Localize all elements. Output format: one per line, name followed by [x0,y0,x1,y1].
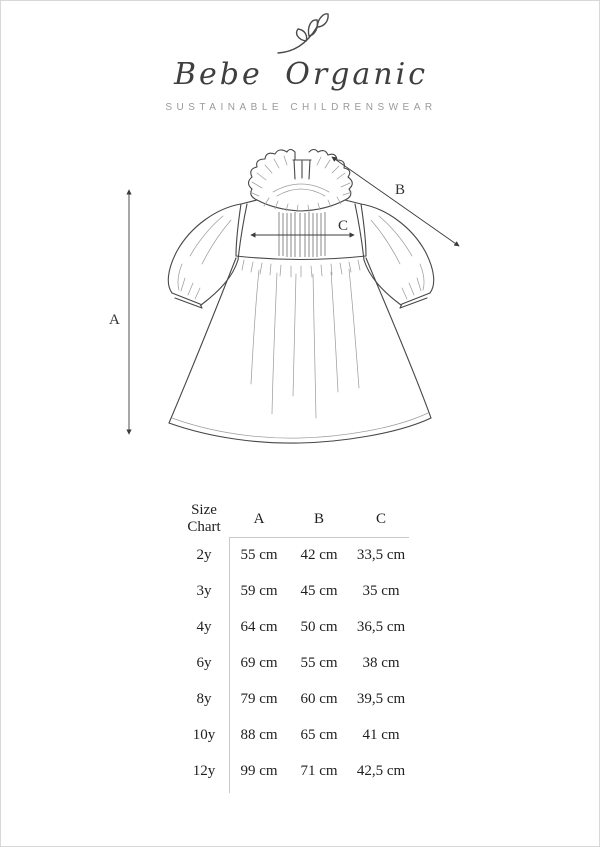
bodice-pintucks [279,212,325,257]
row-value-c: 35 cm [362,582,400,599]
row-value-c: 39,5 cm [356,690,406,707]
row-size-label: 10y [192,726,216,743]
row-size-label: 8y [196,690,212,707]
dress-outline [168,150,433,444]
row-size-label: 12y [192,762,216,779]
row-value-b: 45 cm [300,582,338,599]
measurement-label-a: A [109,312,120,328]
measurement-label-c: C [338,218,349,234]
row-value-a: 99 cm [240,762,278,779]
size-chart-title: Size Chart [187,502,221,535]
row-value-a: 69 cm [240,654,278,671]
row-value-c: 41 cm [362,726,400,743]
column-header-a: A [253,510,265,527]
brand-name: Bebe Organic [173,57,429,92]
row-value-b: 60 cm [300,690,338,707]
row-size-label: 2y [196,546,212,563]
column-header-b: B [313,510,324,527]
row-value-b: 71 cm [300,762,338,779]
row-value-a: 79 cm [240,690,278,707]
row-value-b: 42 cm [300,546,338,563]
size-chart-table [179,501,419,789]
row-value-a: 64 cm [240,618,278,635]
row-value-c: 36,5 cm [356,618,406,635]
row-value-b: 50 cm [300,618,338,635]
row-value-c: 38 cm [362,654,400,671]
measurement-label-b: B [395,182,406,198]
column-header-c: C [375,510,386,527]
row-value-a: 59 cm [240,582,278,599]
table-left-rule [229,537,230,793]
brand-tagline: SUSTAINABLE CHILDRENSWEAR [165,102,437,113]
row-value-b: 55 cm [300,654,338,671]
row-size-label: 6y [196,654,212,671]
row-size-label: 3y [196,582,212,599]
row-value-a: 55 cm [240,546,278,563]
row-value-a: 88 cm [240,726,278,743]
sprig-icon [275,12,331,58]
row-size-label: 4y [196,618,212,635]
dress-technical-drawing [1,146,600,466]
row-value-c: 42,5 cm [356,762,406,779]
row-value-b: 65 cm [300,726,338,743]
table-top-rule [229,537,409,538]
row-value-c: 33,5 cm [356,546,406,563]
